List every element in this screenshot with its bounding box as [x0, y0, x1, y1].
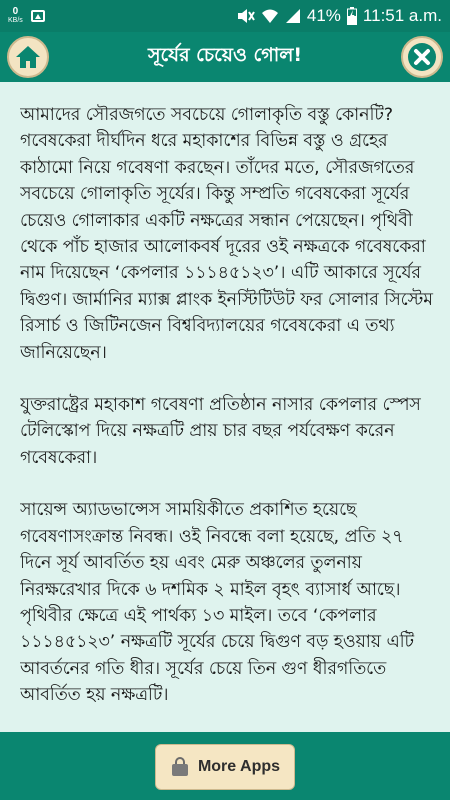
- home-button[interactable]: [7, 36, 49, 78]
- wifi-icon: [261, 8, 279, 24]
- net-speed-value: 0: [12, 6, 19, 17]
- close-icon: [407, 42, 437, 72]
- app-bar: [0, 32, 450, 82]
- net-speed-unit: KB/s: [8, 17, 23, 24]
- more-apps-button[interactable]: [155, 744, 295, 790]
- network-speed: [8, 7, 23, 25]
- close-button[interactable]: [401, 36, 443, 78]
- page-title: সূর্যের চেয়েও গোল!: [147, 44, 303, 66]
- status-left: [8, 7, 45, 25]
- battery-charging-icon: [347, 7, 357, 25]
- battery-percent: 41%: [306, 6, 341, 25]
- status-right: [235, 6, 442, 26]
- clock: 11:51 a.m.: [362, 6, 442, 25]
- article-paragraph-1: আমাদের সৌরজগতে সবচেয়ে গোলাকৃতি বস্তু কোনটি? গবেষকেরা দীর্ঘদিন ধরে মহাকাশের বিভিন্ন বস্তু ও গ্রহের কাঠামো নিয়ে গবেষণা করছেন। তাঁদের মতে, সৌরজগতের সবচেয়ে গোলাকৃতি সূর্যের। কিন্তু সম্প্রতি গবেষকেরা সূর্যের চেয়েও গোলাকার একটি নক্ষত্রের সন্ধান পেয়েছেন। পৃথিবী থেকে পাঁচ হাজার আলোকবর্ষ দূরের ওই নক্ষত্রকে গবেষকেরা নাম দিয়েছেন ‘কেপলার ১১১৪৫১২৩’। এটি আকারে সূর্যের দ্বিগুণ। জার্মানির ম্যাক্স প্লাংক ইনস্টিটিউট ফর সোলার সিস্টেম রিসার্চ ও জিটিনজেন বিশ্ববিদ্যালয়ের গবেষকেরা এ তথ্য জানিয়েছেন।: [20, 105, 433, 363]
- article-paragraph-2: যুক্তরাষ্ট্রের মহাকাশ গবেষণা প্রতিষ্ঠান নাসার কেপলার স্পেস টেলিস্কোপ দিয়ে নক্ষত্রটি প্রায় চার বছর পর্যবেক্ষণ করেন গবেষকেরা।: [20, 395, 421, 468]
- article-paragraph-3: সায়েন্স অ্যাডভান্সেস সাময়িকীতে প্রকাশিত হয়েছে গবেষণাসংক্রান্ত নিবন্ধ। ওই নিবন্ধে বলা হয়েছে, প্রতি ২৭ দিনে সূর্য আবর্তিত হয় এবং মেরু অঞ্চলের তুলনায় নিরক্ষরেখার দিকে ৬ দশমিক ২ মাইল বৃহৎ ব্যাসার্ধ আছে। পৃথিবীর ক্ষেত্রে এই পার্থক্য ১৩ মাইল। তবে ‘কেপলার ১১১৪৫১২৩’ নক্ষত্রটি সূর্যের চেয়ে দ্বিগুণ বড় হওয়ায় এটি আবর্তনের গতি ধীর। সূর্যের চেয়ে তিন গুণ ধীরগতিতে আবর্তিত হয় নক্ষত্রটি।: [20, 500, 414, 706]
- mute-icon: [235, 7, 255, 25]
- signal-icon: [285, 8, 301, 24]
- article-body: [20, 102, 438, 732]
- home-icon: [15, 45, 41, 69]
- more-apps-label: More Apps: [197, 758, 281, 775]
- image-icon: [31, 10, 45, 22]
- shopping-bag-icon: [170, 757, 190, 777]
- bottom-bar: [0, 732, 450, 800]
- status-bar: [0, 0, 450, 32]
